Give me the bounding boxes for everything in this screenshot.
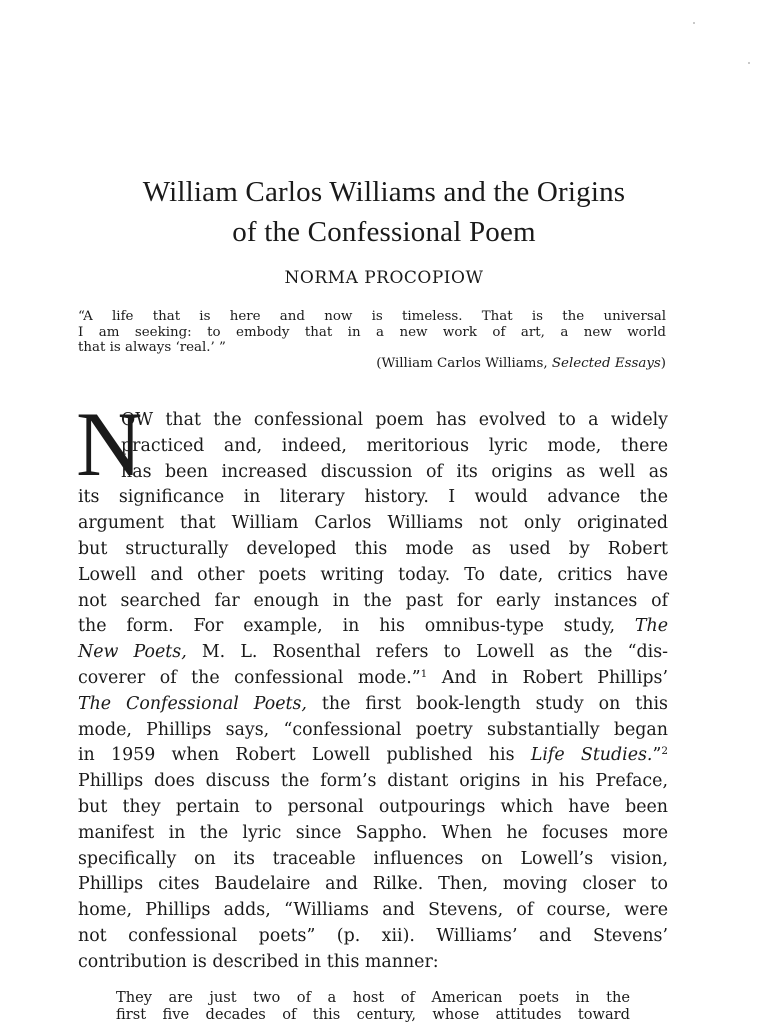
body-line-12 — [78, 692, 668, 718]
block-quote — [116, 989, 630, 1023]
scan-speck — [693, 22, 695, 24]
scan-speck — [748, 62, 750, 64]
epigraph-attribution — [78, 356, 666, 372]
body-line-11 — [78, 666, 668, 692]
body-line-22: contribution is described in this manner: — [78, 951, 439, 972]
body-line-9-text: the form. For example, in his omnibus-type study, — [78, 616, 616, 637]
body-line-14-quote: ” — [652, 745, 662, 766]
body-line-3: has been increased discussion of its origins as well as — [121, 461, 668, 482]
cited-title-new-poets: New Poets, — [78, 642, 187, 663]
epigraph-line-3: that is always ‘real.’ ” — [78, 340, 226, 355]
body-line-6: but structurally developed this mode as used by Robert — [78, 538, 668, 559]
body-line-4: its significance in literary history. I would advance the — [78, 487, 668, 508]
body-line-11-text: coverer of the confessional mode.” — [78, 667, 421, 688]
block-quote-line-2: first five decades of this century, whose attitudes toward — [116, 1006, 630, 1023]
body-line-12-text: the first book-length study on this — [306, 693, 668, 714]
body-line-17: manifest in the lyric since Sappho. When he focuses more — [78, 822, 668, 843]
body-line-16: but they pertain to personal outpourings which have been — [78, 796, 668, 817]
body-line-20: home, Phillips adds, “Williams and Stevens, of course, were — [78, 900, 668, 921]
body-line-18: specifically on its traceable influences on Lowell’s vision, — [78, 848, 668, 869]
cited-title-the: The — [634, 616, 668, 637]
body-line-1: OW that the confessional poem has evolved to a widely — [121, 410, 668, 430]
body-line-14 — [78, 743, 668, 769]
body-line-14-text: in 1959 when Robert Lowell published his — [78, 745, 531, 766]
body-line-9 — [78, 614, 668, 640]
body-line-5: argument that William Carlos Williams not only originated — [78, 513, 668, 534]
footnote-ref-1: 1 — [420, 667, 428, 680]
body-line-10 — [78, 640, 668, 666]
body-line-2: practiced and, indeed, meritorious lyric mode, there — [121, 435, 668, 456]
body-line-7: Lowell and other poets writing today. To date, critics have — [78, 564, 668, 585]
body-line-11-tail: And in Robert Phillips’ — [427, 667, 668, 688]
body-line-21: not confessional poets” (p. xii). Williams’ and Stevens’ — [78, 925, 668, 946]
epigraph-line-2: I am seeking: to embody that in a new work of art, a new world — [78, 324, 666, 340]
cited-title-confessional-poets: The Confessional Poets, — [78, 693, 307, 714]
block-quote-line-1: They are just two of a host of American poets in the — [116, 989, 630, 1006]
article-author: NORMA PROCOPIOW — [284, 268, 484, 288]
body-line-15: Phillips does discuss the form’s distant origins in his Preface, — [78, 771, 668, 792]
body-line-10-text: M. L. Rosenthal refers to Lowell as the “dis- — [186, 642, 668, 663]
article-title-line-2: of the Confessional Poem — [232, 216, 536, 248]
body-line-19: Phillips cites Baudelaire and Rilke. Then, moving closer to — [78, 874, 668, 895]
body-line-13: mode, Phillips says, “confessional poetry substantially began — [78, 719, 668, 740]
epigraph-line-1: “A life that is here and now is timeless. That is the universal — [78, 309, 666, 324]
body-paragraph — [78, 408, 668, 976]
article-title — [0, 172, 768, 252]
cited-title-life-studies: Life Studies. — [530, 745, 653, 766]
drop-cap: N — [76, 393, 143, 495]
epigraph-attribution-suffix: ) — [660, 355, 666, 371]
footnote-ref-2: 2 — [661, 745, 668, 758]
body-line-8: not searched far enough in the past for early instances of — [78, 590, 668, 611]
epigraph-attribution-title: Selected Essays — [551, 355, 661, 371]
epigraph-attribution-prefix: (William Carlos Williams, — [376, 355, 552, 371]
epigraph — [78, 309, 666, 371]
article-title-line-1: William Carlos Williams and the Origins — [142, 176, 626, 208]
